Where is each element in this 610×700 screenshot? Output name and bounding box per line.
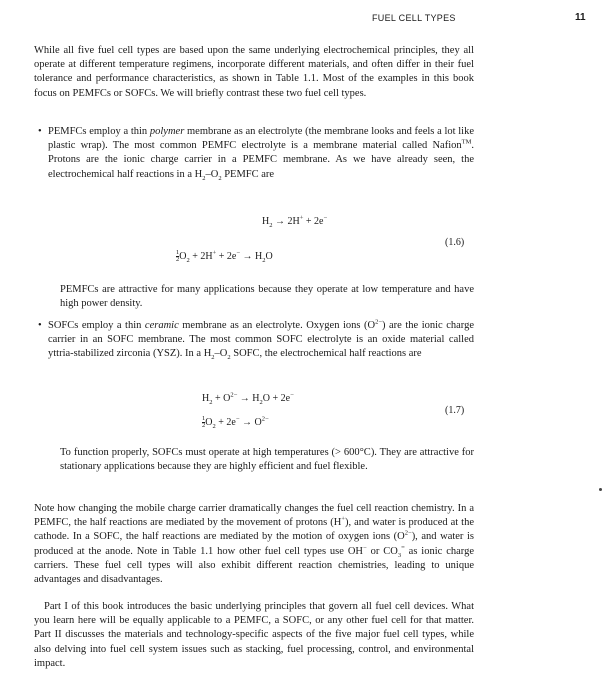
equation-number-1-7: (1.7) [445, 405, 465, 416]
equation-1-7-anode: $H_2 + O^{2-} \to H_2O + 2e^-$ [202, 391, 294, 406]
closing-paragraph-1: Note how changing the mobile charge carrier dramatically changes the fuel cell reaction chemistry. In a PEMFC, the half reactions are mediated by the movement of protons (H+), and water is produced at the cathode. In a SOFC, the half reactions are mediated by the motion of oxygen ions $(O^{2-})$, and water is produced at the anode. Note in Table 1.1 how other fuel cell types use OH− or $CO_3^=$ as ionic charge carriers. These fuel cell types will also exhibit different reaction chemistries, leading to unique advantages and disadvantages. [34, 503, 474, 586]
equation-number-1-6: (1.6) [445, 237, 465, 248]
pemfc-bullet: • PEMFCs employ a thin polymer membrane as an electrolyte (the membrane looks and feels a lot like plastic wrap). The most common PEMFC electrolyte is a membrane material called Nafion™. Protons are the ionic charge carrier in a PEMFC membrane. As we have already seen, the electrochemical half reactions in a $H_2-O_2$ PEMFC are [38, 126, 475, 182]
bullet-icon: • [38, 320, 42, 331]
sofc-followup: To function properly, SOFCs must operate at high temperatures (> 600°C). They are attractive for stationary applications because they are highly efficient and fuel flexible. [60, 447, 474, 473]
equation-1-6-anode: $H_2 \to 2H^+ + 2e^-$ [262, 214, 328, 229]
equation-1-6-cathode: $\frac{1}{2}$ $O_2 + 2H^+ + 2e^- \to H_2O$ [176, 249, 273, 264]
page-number: 11 [575, 12, 586, 23]
intro-paragraph: While all five fuel cell types are based upon the same underlying electrochemical principles, they all operate at different temperature regimens, incorporate different materials, and often differ in their fuel tolerance and performance characteristics, as shown in Table 1.1. Most of the examples in this book focus on PEMFCs or SOFCs. We will briefly contrast these two fuel cell types. [34, 45, 474, 99]
scan-speck [599, 488, 602, 491]
pemfc-followup: PEMFCs are attractive for many applications because they operate at low temperature and have high power density. [60, 284, 474, 310]
closing-paragraph-2: Part I of this book introduces the basic underlying principles that govern all fuel cell devices. What you learn here will be equally applicable to a PEMFC, a SOFC, or any other fuel cell for that matter. Part II discusses the materials and technology-specific aspects of the five major fuel cell types, while also delving into fuel cell system issues such as stacking, fuel processing, control, and environmental impact. [34, 601, 474, 669]
sofc-bullet: • SOFCs employ a thin ceramic membrane as an electrolyte. Oxygen ions $(O^{2-})$ are the ionic charge carrier in an SOFC membrane. The most common SOFC electrolyte is an oxide material called yttria-stabilized zirconia (YSZ). In a $H_2-O_2$ SOFC, the electrochemical half reactions are [38, 318, 474, 362]
running-header-title: FUEL CELL TYPES [372, 13, 456, 23]
equation-1-7-cathode: $\frac{1}{2}$ $O_2 + 2e^- \to O^{2-}$ [202, 415, 269, 430]
bullet-icon: • [38, 126, 42, 137]
